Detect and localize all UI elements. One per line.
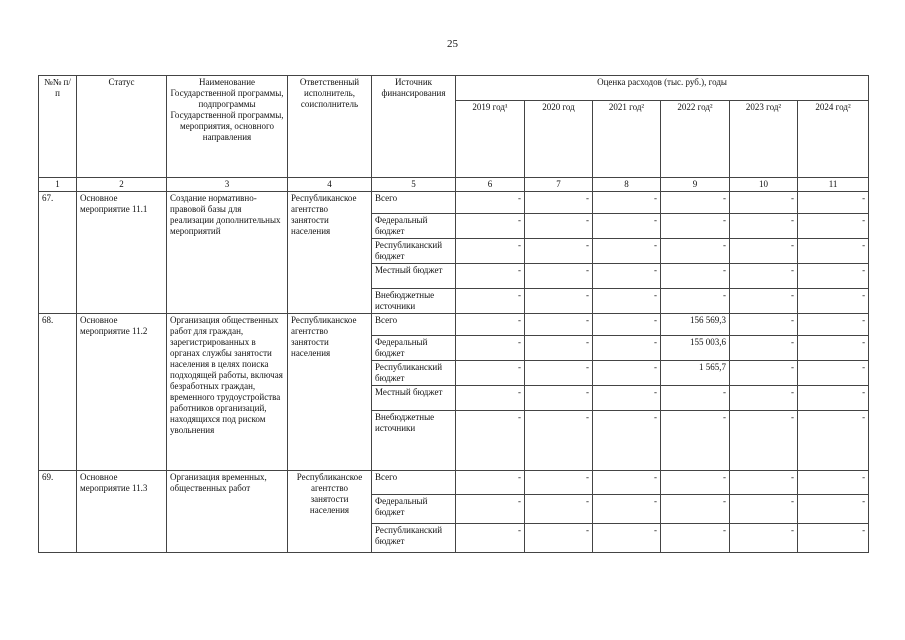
expense-value: - — [525, 336, 593, 361]
header-name: Наименование Государственной программы, подпрограммы Государственной программы, мероприятия, основного направления — [167, 76, 288, 178]
expense-value: - — [456, 336, 525, 361]
expense-value: - — [525, 524, 593, 553]
expense-value: - — [456, 495, 525, 524]
header-year: 2022 год² — [661, 101, 730, 178]
expense-value: - — [798, 289, 869, 314]
expense-value: 1 565,7 — [661, 361, 730, 386]
expense-value: - — [593, 495, 661, 524]
row-status: Основное мероприятие 11.1 — [77, 192, 167, 314]
expense-value: - — [730, 336, 798, 361]
expense-value: - — [730, 524, 798, 553]
expense-value: - — [593, 524, 661, 553]
expense-value: - — [525, 239, 593, 264]
expense-value: - — [661, 239, 730, 264]
expense-value: - — [798, 214, 869, 239]
expense-value: - — [456, 386, 525, 411]
expense-value: - — [661, 192, 730, 214]
funding-source: Внебюджетные источники — [372, 411, 456, 471]
expense-value: - — [798, 386, 869, 411]
header-status: Статус — [77, 76, 167, 178]
row-name: Создание нормативно-правовой базы для реализации дополнительных мероприятий — [167, 192, 288, 314]
table-body — [39, 192, 869, 553]
header-estimate: Оценка расходов (тыс. руб.), годы — [456, 76, 869, 101]
header-year: 2019 год¹ — [456, 101, 525, 178]
expense-value: - — [798, 314, 869, 336]
expense-value: - — [525, 471, 593, 495]
expense-value: - — [593, 314, 661, 336]
expense-value: - — [456, 411, 525, 471]
expense-value: - — [593, 386, 661, 411]
column-number: 10 — [730, 178, 798, 192]
funding-source: Местный бюджет — [372, 264, 456, 289]
expense-value: - — [661, 524, 730, 553]
expense-value: - — [730, 192, 798, 214]
column-number: 5 — [372, 178, 456, 192]
row-number: 67. — [39, 192, 77, 314]
header-year: 2020 год — [525, 101, 593, 178]
expense-value: - — [525, 495, 593, 524]
expense-value: - — [798, 411, 869, 471]
expense-value: - — [593, 192, 661, 214]
table-header — [39, 76, 869, 192]
expense-value: - — [661, 495, 730, 524]
funding-source: Федеральный бюджет — [372, 214, 456, 239]
table-row — [39, 314, 869, 336]
expense-value: - — [525, 314, 593, 336]
expense-value: - — [593, 264, 661, 289]
expense-value: - — [798, 495, 869, 524]
expense-value: - — [730, 495, 798, 524]
expense-value: - — [730, 214, 798, 239]
page-number: 25 — [447, 38, 458, 50]
expense-value: - — [593, 361, 661, 386]
expense-value: - — [593, 336, 661, 361]
expense-value: - — [593, 471, 661, 495]
header-year: 2023 год² — [730, 101, 798, 178]
expense-value: - — [661, 386, 730, 411]
expense-value: - — [456, 289, 525, 314]
funding-source: Местный бюджет — [372, 386, 456, 411]
expense-value: - — [661, 471, 730, 495]
expense-value: - — [456, 471, 525, 495]
expense-value: - — [525, 386, 593, 411]
expense-value: - — [730, 386, 798, 411]
expense-value: - — [661, 411, 730, 471]
column-number-row — [39, 178, 869, 192]
expense-value: - — [798, 264, 869, 289]
funding-source: Республиканский бюджет — [372, 361, 456, 386]
row-status: Основное мероприятие 11.2 — [77, 314, 167, 471]
expense-value: 155 003,6 — [661, 336, 730, 361]
column-number: 9 — [661, 178, 730, 192]
funding-source: Федеральный бюджет — [372, 336, 456, 361]
expense-value: - — [661, 289, 730, 314]
expense-value: - — [593, 289, 661, 314]
expense-value: - — [456, 192, 525, 214]
column-number: 3 — [167, 178, 288, 192]
row-name: Организация временных, общественных работ — [167, 471, 288, 553]
header-source: Источник финансирования — [372, 76, 456, 178]
expense-value: - — [798, 192, 869, 214]
funding-source: Внебюджетные источники — [372, 289, 456, 314]
expense-value: - — [525, 289, 593, 314]
column-number: 11 — [798, 178, 869, 192]
expense-value: - — [730, 289, 798, 314]
table-row — [39, 192, 869, 214]
table-row — [39, 471, 869, 495]
header-year: 2021 год² — [593, 101, 661, 178]
expense-value: - — [525, 361, 593, 386]
expense-value: - — [661, 214, 730, 239]
column-number: 7 — [525, 178, 593, 192]
header-num: №№ п/п — [39, 76, 77, 178]
budget-table — [38, 75, 869, 553]
expense-value: - — [525, 264, 593, 289]
funding-source: Всего — [372, 314, 456, 336]
funding-source: Федеральный бюджет — [372, 495, 456, 524]
funding-source: Республиканский бюджет — [372, 524, 456, 553]
row-executor: Республиканское агентство занятости населения — [288, 192, 372, 314]
row-name: Организация общественных работ для граждан, зарегистрированных в органах службы занятости населения в целях поиска подходящей работы, включая безработных граждан, временного трудоустройства работников организаций, находящихся под риском увольнения — [167, 314, 288, 471]
row-number: 69. — [39, 471, 77, 553]
expense-value: - — [730, 411, 798, 471]
expense-value: - — [798, 239, 869, 264]
expense-value: - — [798, 336, 869, 361]
expense-value: - — [730, 239, 798, 264]
row-executor: Республиканское агентство занятости населения — [288, 471, 372, 553]
expense-value: - — [798, 471, 869, 495]
expense-value: - — [798, 361, 869, 386]
expense-value: - — [456, 314, 525, 336]
expense-value: - — [730, 361, 798, 386]
column-number: 8 — [593, 178, 661, 192]
expense-value: - — [525, 214, 593, 239]
expense-value: - — [730, 264, 798, 289]
header-year: 2024 год² — [798, 101, 869, 178]
column-number: 1 — [39, 178, 77, 192]
expense-value: - — [456, 239, 525, 264]
expense-value: - — [798, 524, 869, 553]
row-status: Основное мероприятие 11.3 — [77, 471, 167, 553]
expense-value: - — [456, 264, 525, 289]
expense-value: - — [593, 214, 661, 239]
expense-value: - — [456, 361, 525, 386]
funding-source: Всего — [372, 471, 456, 495]
expense-value: - — [661, 264, 730, 289]
expense-value: - — [593, 239, 661, 264]
expense-value: - — [730, 314, 798, 336]
funding-source: Республиканский бюджет — [372, 239, 456, 264]
expense-value: 156 569,3 — [661, 314, 730, 336]
row-executor: Республиканское агентство занятости населения — [288, 314, 372, 471]
expense-value: - — [593, 411, 661, 471]
expense-value: - — [456, 214, 525, 239]
expense-value: - — [456, 524, 525, 553]
funding-source: Всего — [372, 192, 456, 214]
column-number: 4 — [288, 178, 372, 192]
expense-value: - — [525, 192, 593, 214]
row-number: 68. — [39, 314, 77, 471]
expense-value: - — [525, 411, 593, 471]
expense-value: - — [730, 471, 798, 495]
column-number: 6 — [456, 178, 525, 192]
column-number: 2 — [77, 178, 167, 192]
header-executor: Ответственный исполнитель, соисполнитель — [288, 76, 372, 178]
